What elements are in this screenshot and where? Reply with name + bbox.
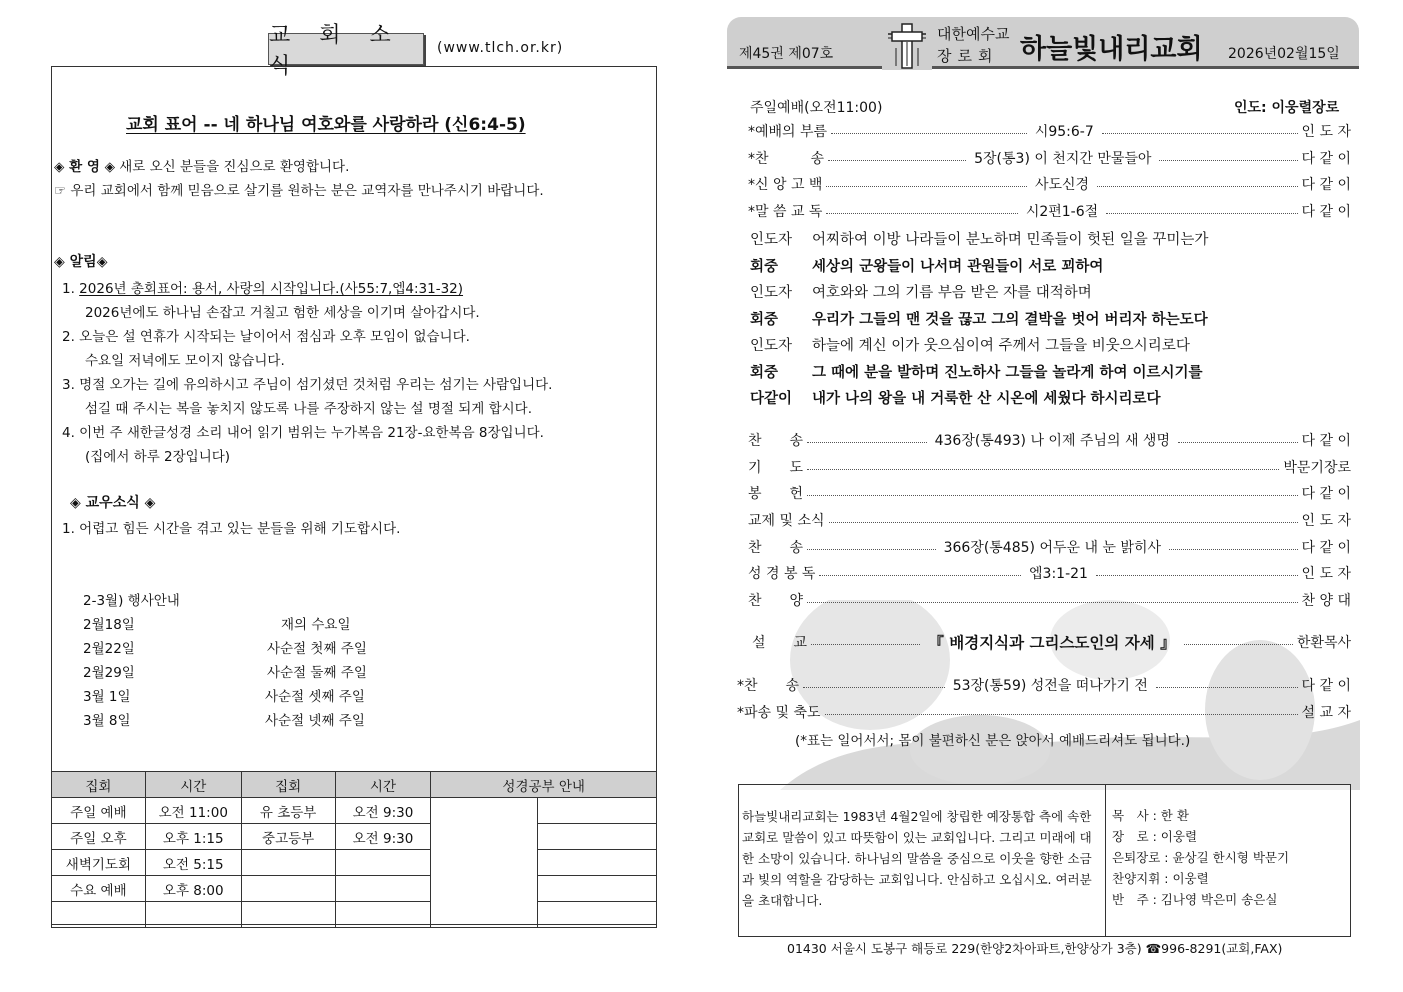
table-cell: 수요 예배: [52, 876, 146, 902]
order-row: [737, 701, 1351, 723]
order-person: 다 같 이: [1301, 678, 1352, 694]
notice-motto: 2026년 총회표어: 용서, 사랑의 시작입니다.(사55:7,엡4:31-32): [79, 281, 464, 297]
notice-line: 2026년에도 하나님 손잡고 거칠고 험한 세상을 이기며 살아갑시다.: [85, 305, 480, 321]
event-date: 3월 8일: [83, 713, 131, 729]
order-row: [748, 536, 1351, 558]
table-row: [52, 824, 657, 850]
event-name: 재의 수요일: [281, 617, 351, 633]
table-cell: 주일 오후: [52, 824, 146, 850]
notice-heading: ◈ 알림◈: [54, 254, 108, 270]
order-person: 다 같 이: [1301, 433, 1351, 449]
order-person: 다 같 이: [1301, 486, 1351, 502]
table-cell: 새벽기도회: [52, 850, 146, 876]
table-cell: [335, 876, 431, 902]
table-cell: [335, 902, 431, 928]
table-cell: [335, 850, 431, 876]
order-item: *파송 및 축도: [737, 705, 821, 721]
responsive-line: [750, 361, 1203, 382]
order-item: *말 씀 교 독: [748, 204, 823, 220]
order-item: 교제 및 소식: [748, 513, 825, 529]
order-item: *찬 송: [748, 151, 825, 167]
reading-text: 여호와와 그의 기름 부음 받은 자를 대적하며: [812, 285, 1092, 301]
reader: 회중: [750, 365, 779, 381]
order-person: 인 도 자: [1301, 513, 1351, 529]
table-header: 집회: [52, 772, 146, 798]
staff-elder: 장 로 : 이웅렬: [1112, 829, 1198, 844]
staff-pastor: 목 사 : 한 환: [1112, 808, 1189, 823]
order-item: 성 경 봉 독: [748, 566, 816, 582]
order-row: [737, 674, 1351, 696]
events-heading: 2-3월) 행사안내: [83, 593, 180, 609]
table-header: 집회: [241, 772, 335, 798]
order-detail: 시95:6-7: [1034, 124, 1094, 140]
church-logo-icon: [882, 20, 932, 70]
church-url[interactable]: (www.tlch.or.kr): [437, 40, 564, 56]
staff-retired-elders: 은퇴장로 : 윤상길 한시형 박문기: [1112, 850, 1290, 865]
order-detail: 366장(통485) 어두운 내 눈 밝히사: [943, 540, 1161, 556]
church-introduction: 하늘빛내리교회는 1983년 4월2일에 창립한 예장통합 측에 속한 교회로 말씀이 있고 따뜻함이 있는 교회입니다. 그리고 미래에 대한 소망이 있습니다. 하나님의 말씀을 중심으로 이웃을 향한 소금과 빛의 역할을 감당하는 교회입니다. 안심하고 오십시오. 여러분을 초대합니다.: [742, 809, 1092, 908]
reading-text: 하늘에 계신 이가 웃으심이여 주께서 그들을 비웃으시리로다: [812, 338, 1190, 354]
table-cell: 중고등부: [241, 824, 335, 850]
event-date: 2월29일: [83, 665, 135, 681]
table-cell: 유 초등부: [241, 798, 335, 824]
responsive-line: [750, 334, 1190, 355]
church-name: 하늘빛내리교회: [1020, 34, 1203, 65]
event-name: 사순절 셋째 주일: [265, 689, 365, 705]
notice-line: (집에서 하루 2장입니다): [85, 449, 231, 465]
table-cell: 오후 1:15: [145, 824, 241, 850]
order-person: 인 도 자: [1301, 124, 1352, 140]
info-divider: [1105, 784, 1106, 937]
order-detail: 시2편1-6절: [1025, 204, 1099, 220]
order-person: 다 같 이: [1301, 177, 1352, 193]
order-person: 인 도 자: [1301, 566, 1352, 582]
order-item: *예배의 부름: [748, 124, 828, 140]
table-cell: [241, 850, 335, 876]
order-row: [748, 456, 1351, 478]
denomination-line-1: 대한예수교: [937, 25, 1010, 43]
order-row: [748, 589, 1351, 611]
members-heading: ◈ 교우소식 ◈: [70, 495, 156, 511]
order-row: [748, 482, 1351, 504]
church-motto: 교회 표어 -- 네 하나님 여호와를 사랑하라 (신6:4-5): [126, 115, 526, 135]
staff-accompanists: 반 주 : 김나영 박은미 송은실: [1112, 892, 1278, 907]
members-item: 1. 어렵고 힘든 시간을 겪고 있는 분들을 위해 기도합시다.: [62, 521, 401, 537]
event-name: 사순절 둘째 주일: [267, 665, 367, 681]
table-cell: 오전 5:15: [145, 850, 241, 876]
table-cell: 주일 예배: [52, 798, 146, 824]
order-person: 다 같 이: [1301, 540, 1351, 556]
table-cell: 오전 9:30: [335, 824, 431, 850]
reading-text: 세상의 군왕들이 나서며 관원들이 서로 꾀하여: [812, 259, 1104, 275]
bible-study-cell: [431, 798, 538, 928]
table-cell: 오전 11:00: [145, 798, 241, 824]
order-item: 찬 송: [748, 540, 804, 556]
order-person: 설 교 자: [1301, 705, 1351, 721]
event-name: 사순절 첫째 주일: [267, 641, 367, 657]
reading-text: 우리가 그들의 맨 것을 끊고 그의 결박을 벗어 버리자 하는도다: [812, 312, 1208, 328]
staff-choir-director: 찬양지휘 : 이웅렬: [1112, 871, 1209, 886]
church-address: 01430 서울시 도봉구 해등로 229(한양2차아파트,한양상가 3층) ☎996-8291(교회,FAX): [787, 941, 1283, 956]
order-row: [748, 509, 1351, 531]
notice-item-2: 2. 오늘은 설 연휴가 시작되는 날이어서 점심과 오후 모임이 없습니다.: [62, 329, 470, 345]
bible-study-cell: [538, 850, 657, 876]
order-detail: 53장(통59) 성전을 떠나가기 전: [952, 678, 1148, 694]
table-cell: [52, 902, 146, 928]
sermon-title: 『 배경지식과 그리스도인의 자세 』: [928, 634, 1176, 652]
responsive-line: [750, 308, 1208, 329]
bulletin-date: 2026년02월15일: [1228, 46, 1340, 62]
table-row: [52, 902, 657, 928]
order-item: *신 앙 고 백: [748, 177, 823, 193]
order-person: 다 같 이: [1301, 151, 1352, 167]
order-item: *찬 송: [737, 678, 800, 694]
table-cell: [145, 902, 241, 928]
responsive-line: [750, 281, 1092, 302]
order-item: 찬 송: [748, 433, 804, 449]
notice-number: 1.: [62, 281, 80, 297]
order-person: 박문기장로: [1283, 460, 1351, 476]
schedule-table: [51, 771, 657, 928]
bible-study-cell: [538, 824, 657, 850]
welcome-heading: ◈ 환 영 ◈: [54, 159, 115, 175]
welcome-invite: ☞ 우리 교회에서 함께 믿음으로 살기를 원하는 분은 교역자를 만나주시기 바랍니다.: [54, 183, 544, 199]
order-row: [748, 562, 1351, 584]
reader: 인도자: [750, 285, 793, 301]
service-leader: 인도: 이웅렬장로: [1234, 100, 1340, 116]
table-header: 성경공부 안내: [431, 772, 657, 798]
responsive-line: [750, 228, 1208, 249]
table-header: 시간: [145, 772, 241, 798]
reader: 다같이: [750, 391, 793, 407]
order-item: 봉 헌: [748, 486, 804, 502]
table-cell: 오후 8:00: [145, 876, 241, 902]
event-date: 2월18일: [83, 617, 135, 633]
reader: 인도자: [750, 338, 793, 354]
table-row: [52, 850, 657, 876]
table-cell: [241, 876, 335, 902]
notice-item-4: 4. 이번 주 새한글성경 소리 내어 읽기 범위는 누가복음 21장-요한복음 8장입니다.: [62, 425, 544, 441]
order-row: [748, 173, 1351, 195]
reading-text: 내가 나의 왕을 내 거룩한 산 시온에 세웠다 하시리로다: [812, 391, 1161, 407]
notice-line: 수요일 저녁에도 모이지 않습니다.: [85, 353, 285, 369]
order-person: 한환목사: [1296, 635, 1352, 651]
notice-item-3: 3. 명절 오가는 길에 유의하시고 주님이 섬기셨던 것처럼 우리는 섬기는 사람입니다.: [62, 377, 553, 393]
table-header: 시간: [335, 772, 431, 798]
service-title: 주일예배(오전11:00): [750, 100, 883, 116]
table-cell: [241, 902, 335, 928]
table-row: [52, 876, 657, 902]
order-person: 찬 양 대: [1301, 593, 1351, 609]
order-person: 다 같 이: [1301, 204, 1352, 220]
table-cell: 오전 9:30: [335, 798, 431, 824]
responsive-line: [750, 387, 1161, 408]
order-item: 기 도: [748, 460, 804, 476]
notice-item-1: [62, 277, 463, 297]
notice-line: 섬길 때 주시는 복을 놓치지 않도록 나를 주장하지 않는 설 명절 되게 합시다.: [85, 401, 533, 417]
welcome-line: [54, 155, 349, 175]
order-detail: 5장(통3) 이 천지간 만물들아: [974, 151, 1152, 167]
order-detail: 엡3:1-21: [1029, 566, 1088, 582]
welcome-text: 새로 오신 분들을 진심으로 환영합니다.: [114, 159, 350, 175]
reader: 회중: [750, 312, 779, 328]
order-item: 설 교: [752, 635, 808, 651]
order-detail: 사도신경: [1034, 177, 1090, 193]
order-detail: 436장(통493) 나 이제 주님의 새 생명: [934, 433, 1170, 449]
event-name: 사순절 넷째 주일: [265, 713, 365, 729]
reader: 인도자: [750, 232, 793, 248]
event-date: 3월 1일: [83, 689, 131, 705]
table-row: [52, 798, 657, 824]
reader: 회중: [750, 259, 779, 275]
responsive-line: [750, 255, 1103, 276]
order-row: [748, 147, 1351, 169]
reading-text: 어찌하여 이방 나라들이 분노하며 민족들이 헛된 일을 꾸미는가: [812, 232, 1209, 248]
event-date: 2월22일: [83, 641, 135, 657]
volume-number: 제45권 제07호: [739, 46, 834, 62]
table-header-row: [52, 772, 657, 798]
order-row: [748, 429, 1351, 451]
left-page-title: 교 회 소 식: [268, 33, 424, 65]
order-item: 찬 양: [748, 593, 804, 609]
sermon-row: [752, 631, 1351, 653]
bible-study-cell: [538, 876, 657, 902]
reading-text: 그 때에 분을 발하며 진노하사 그들을 놀라게 하여 이르시기를: [812, 365, 1203, 381]
order-row: [748, 200, 1351, 222]
bible-study-cell: [538, 798, 657, 824]
order-row: [748, 120, 1351, 142]
bible-study-cell: [538, 902, 657, 928]
standing-note: (*표는 일어서서; 몸이 불편하신 분은 앉아서 예배드리셔도 됩니다.): [795, 733, 1191, 749]
denomination-line-2: 장로회: [937, 47, 999, 65]
